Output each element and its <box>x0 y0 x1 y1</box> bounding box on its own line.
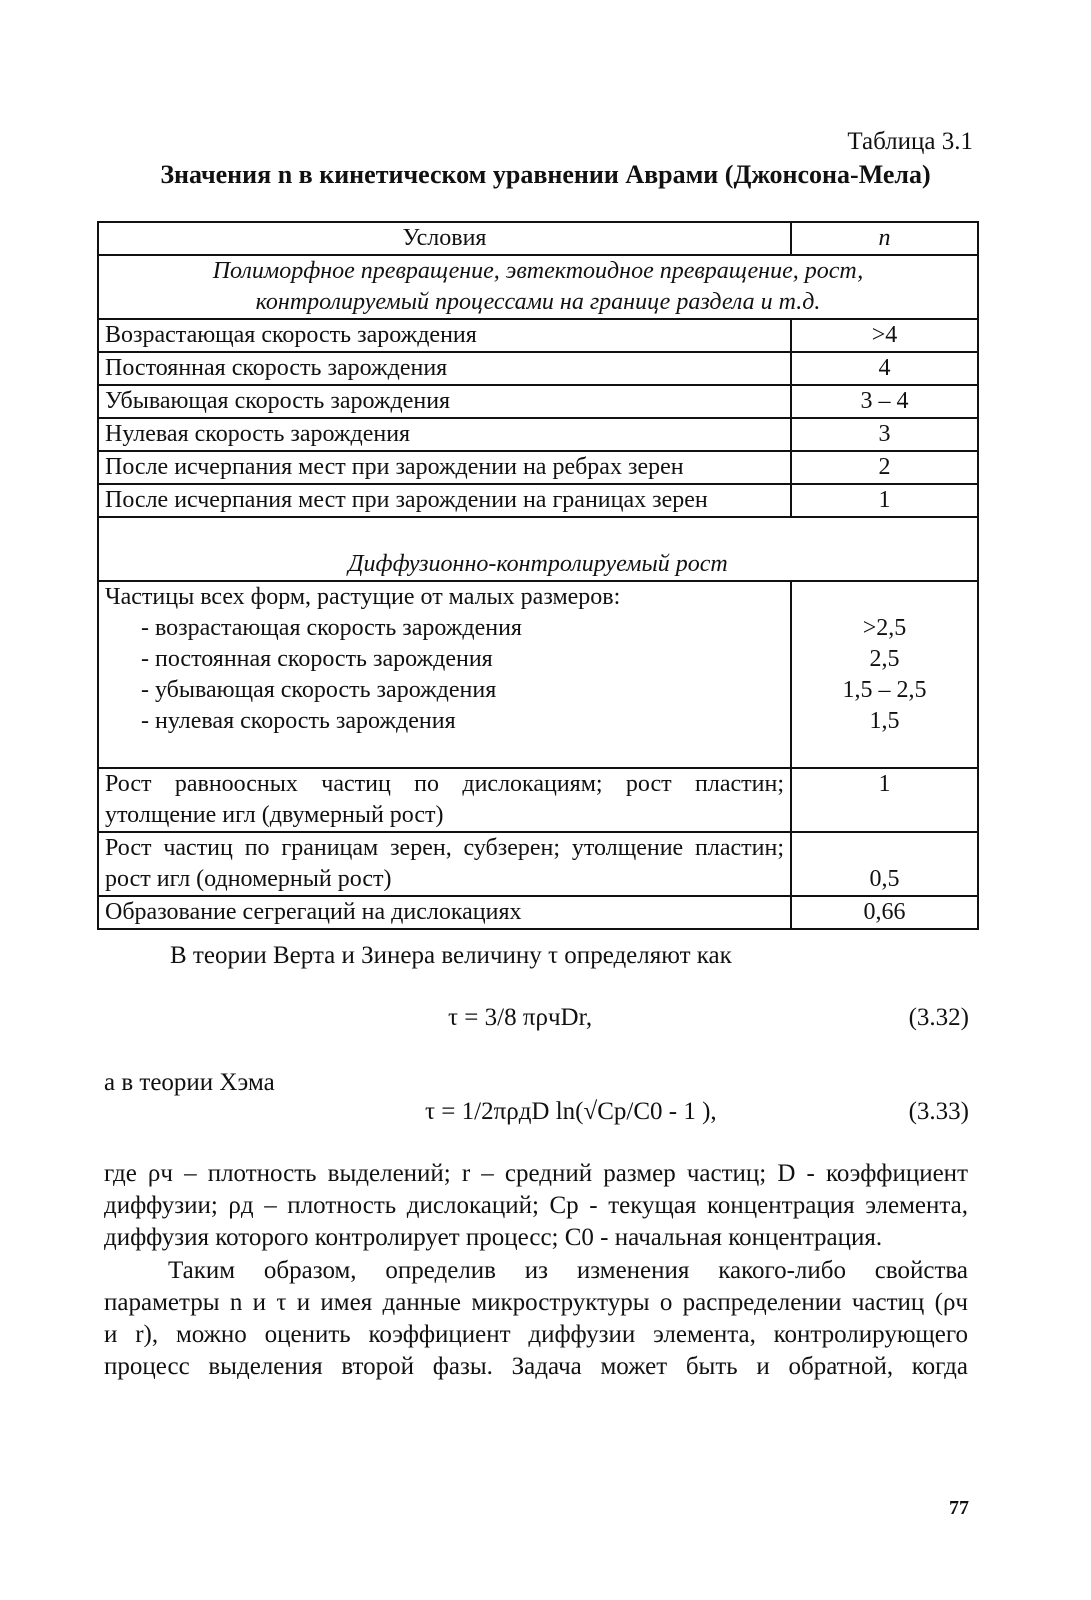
n-cell: 1 <box>791 768 978 832</box>
particles-item: - возрастающая скорость зарождения <box>141 615 522 641</box>
table-row <box>98 418 978 451</box>
condition-cell: После исчерпания мест при зарождении на границах зерен <box>98 484 791 517</box>
n-value: 1,5 – 2,5 <box>842 677 927 703</box>
particles-item: - нулевая скорость зарождения <box>141 708 456 734</box>
table-label: Таблица 3.1 <box>847 128 973 155</box>
section-heading-1 <box>98 255 978 319</box>
condition-cell: Постоянная скорость зарождения <box>98 352 791 385</box>
condition-cell: Образование сегрегаций на дислокациях <box>98 896 791 929</box>
particles-item: - постоянная скорость зарождения <box>141 646 493 672</box>
where-line: диффузия которого контролирует процесс; C0 - начальная концентрация. <box>104 1224 883 1251</box>
equation-3-32-number: (3.32) <box>908 1004 969 1031</box>
n-cell: 1 <box>791 484 978 517</box>
condition-cell: Рост равноосных частиц по дислокациям; рост пластин; утолщение игл (двумерный рост) <box>98 768 791 832</box>
n-value: 1,5 <box>869 708 900 734</box>
table-title: Значения n в кинетическом уравнении Аврами (Джонсона-Мела) <box>160 160 931 189</box>
section-row <box>98 517 978 581</box>
table-row <box>98 385 978 418</box>
n-cell: 0,66 <box>791 896 978 929</box>
table-row <box>98 896 978 929</box>
n-cell: 3 – 4 <box>791 385 978 418</box>
particles-item: - убывающая скорость зарождения <box>141 677 497 703</box>
table-row <box>98 581 978 768</box>
table-row <box>98 451 978 484</box>
particles-n-cell <box>791 581 978 768</box>
section-heading-2: Диффузионно-контролируемый рост <box>98 517 978 581</box>
table-header-row <box>98 222 978 255</box>
condition-cell: Убывающая скорость зарождения <box>98 385 791 418</box>
n-cell: >4 <box>791 319 978 352</box>
table-row <box>98 352 978 385</box>
condition-cell: Возрастающая скорость зарождения <box>98 319 791 352</box>
particles-intro: Частицы всех форм, растущие от малых размеров: <box>105 584 621 610</box>
paragraph-line: процесс выделения второй фазы. Задача может быть и обратной, когда <box>104 1353 968 1380</box>
paragraph-line: параметры n и τ и имея данные микроструктуры о распределении частиц (ρч <box>104 1289 968 1316</box>
n-value: 2,5 <box>869 646 900 672</box>
table-row <box>98 319 978 352</box>
where-line: где ρч – плотность выделений; r – средний размер частиц; D - коэффициент <box>104 1160 968 1187</box>
n-cell: 4 <box>791 352 978 385</box>
equation-3-33-number: (3.33) <box>908 1098 969 1125</box>
table-row <box>98 768 978 832</box>
where-line: диффузии; ρд – плотность дислокаций; Cp - текущая концентрация элемента, <box>104 1192 968 1219</box>
section-heading-1-line1: Полиморфное превращение, эвтектоидное превращение, рост, <box>212 258 864 284</box>
condition-cell: Рост частиц по границам зерен, субзерен; утолщение пластин; рост игл (одномерный рост) <box>98 832 791 896</box>
n-cell: 0,5 <box>791 832 978 896</box>
section-row <box>98 255 978 319</box>
condition-cell: Нулевая скорость зарождения <box>98 418 791 451</box>
section-heading-1-line2: контролируемый процессами на границе раздела и т.д. <box>255 289 821 315</box>
n-cell: 3 <box>791 418 978 451</box>
table-row <box>98 484 978 517</box>
paragraph-line: Таким образом, определив из изменения какого-либо свойства <box>168 1257 968 1284</box>
condition-cell: После исчерпания мест при зарождении на ребрах зерен <box>98 451 791 484</box>
kinetics-table <box>97 221 979 930</box>
table-row <box>98 832 978 896</box>
page-number: 77 <box>949 1497 969 1519</box>
werth-zener-sentence: В теории Верта и Зинера величину τ определяют как <box>170 942 732 969</box>
ham-sentence: а в теории Хэма <box>104 1069 275 1096</box>
equation-3-32: τ = 3/8 πρчDr, <box>448 1004 593 1031</box>
header-n: n <box>791 222 978 255</box>
equation-3-33: τ = 1/2πρдD ln(√Cp/C0 - 1 ), <box>425 1098 717 1125</box>
where-paragraph <box>104 1158 968 1254</box>
paragraph-line: и r), можно оценить коэффициент диффузии элемента, контролирующего <box>104 1321 968 1348</box>
particles-cell <box>98 581 791 768</box>
conclusion-paragraph <box>104 1255 968 1383</box>
header-conditions: Условия <box>98 222 791 255</box>
n-cell: 2 <box>791 451 978 484</box>
n-value: >2,5 <box>862 615 907 641</box>
